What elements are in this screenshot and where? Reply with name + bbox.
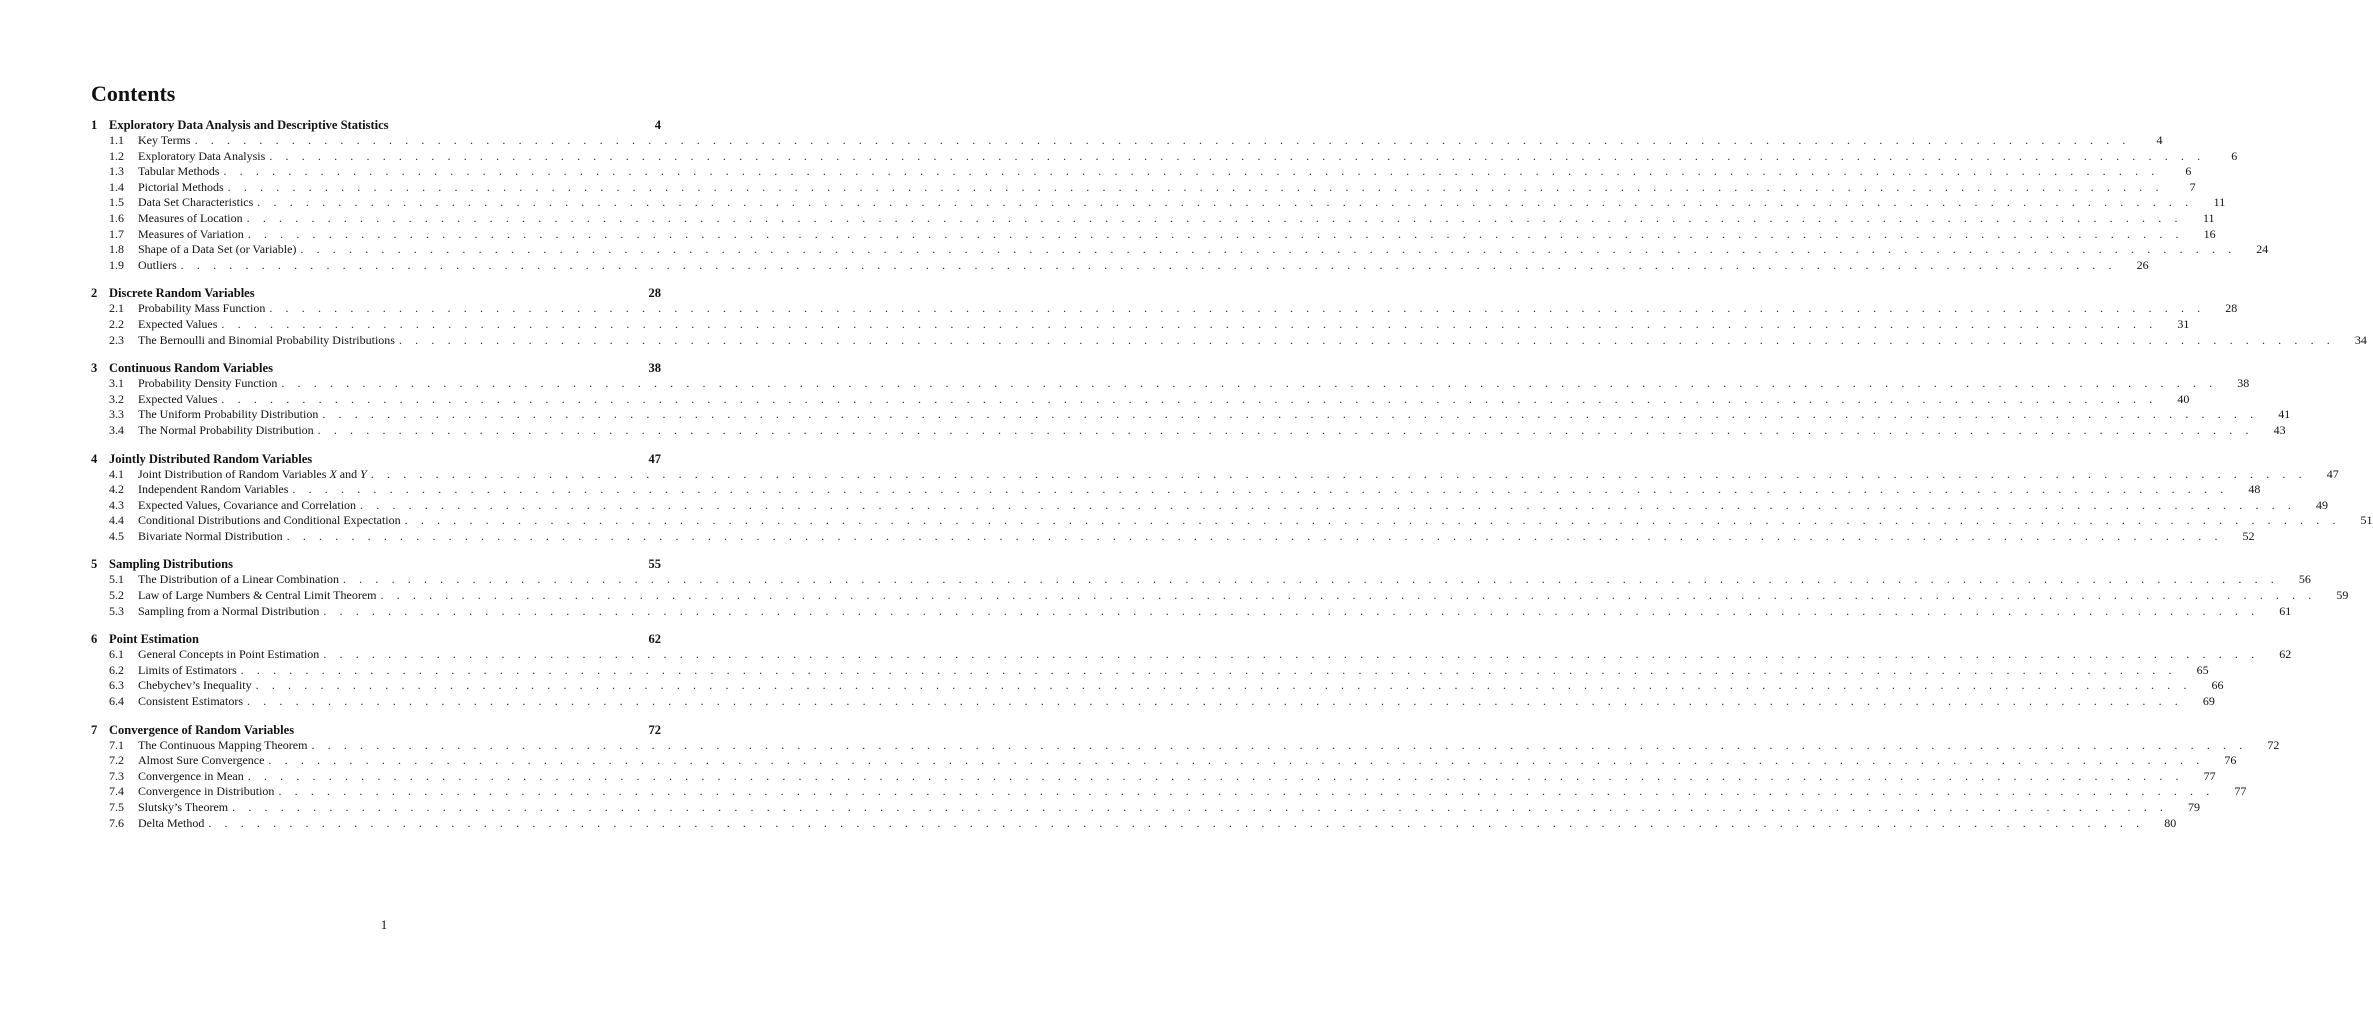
section-page-number: 77 [2203, 768, 2216, 783]
dot-leader: . . . . . . . . . . . . . . . . . . . . . . . . . . . . . . . . . . . . . . . . . . . . . . . . . . . . . . . . . . . . . . . . . . . . . . . . . . . . . . . . . . . . . . . . . . . . . . . . . . . . . . . . . . . . . . . . . . . . . . . . [223, 164, 2160, 179]
dot-leader: . . . . . . . . . . . . . . . . . . . . . . . . . . . . . . . . . . . . . . . . . . . . . . . . . . . . . . . . . . . . . . . . . . . . . . . . . . . . . . . . . . . . . . . . . . . . . . . . . . . . . . . . . . . . . . . . . . . . . . . . [380, 588, 2317, 603]
section-title: Sampling from a Normal Distribution [138, 603, 320, 618]
toc-section-entry[interactable] [91, 482, 2261, 498]
section-number: 3.4 [109, 422, 124, 437]
section-page-number: 34 [2354, 332, 2367, 347]
section-page-number: 51 [2360, 513, 2373, 528]
section-title: The Uniform Probability Distribution [138, 407, 319, 422]
section-number: 1.5 [109, 195, 124, 210]
toc-section-entry[interactable] [91, 662, 2209, 679]
section-number: 7.5 [109, 800, 124, 814]
dot-leader: . . . . . . . . . . . . . . . . . . . . . . . . . . . . . . . . . . . . . . . . . . . . . . . . . . . . . . . . . . . . . . . . . . . . . . . . . . . . . . . . . . . . . . . . . . . . . . . . . . . . . . . . . . . . . . . . . . . . . . . . [398, 332, 2335, 347]
chapter-number: 7 [91, 722, 98, 737]
dot-leader: . . . . . . . . . . . . . . . . . . . . . . . . . . . . . . . . . . . . . . . . . . . . . . . . . . . . . . . . . . . . . . . . . . . . . . . . . . . . . . . . . . . . . . . . . . . . . . . . . . . . . . . . . . . . . . . . . . . . . . . . [247, 226, 2184, 241]
chapter-title: Discrete Random Variables [109, 286, 255, 301]
section-number: 1.3 [109, 164, 124, 179]
toc-page [91, 81, 2373, 843]
section-title: Shape of a Data Set (or Variable) [138, 242, 297, 257]
section-number: 5.2 [109, 588, 124, 603]
section-title: Slutsky’s Theorem [138, 800, 229, 814]
toc-chapter [91, 556, 2349, 619]
section-title: Measures of Variation [138, 226, 244, 241]
section-page-number: 47 [2326, 466, 2339, 481]
section-page-number: 6 [2185, 164, 2192, 179]
section-page-number: 40 [2177, 391, 2190, 406]
toc-section-entry[interactable] [91, 164, 2192, 180]
toc-section-entry[interactable] [91, 528, 2255, 545]
toc-section-entry[interactable] [91, 407, 2291, 423]
toc-chapter-entry[interactable] [91, 285, 661, 301]
section-page-number: 11 [2202, 210, 2215, 225]
section-page-number: 72 [2267, 737, 2280, 752]
dot-leader: . . . . . . . . . . . . . . . . . . . . . . . . . . . . . . . . . . . . . . . . . . . . . . . . . . . . . . . . . . . . . . . . . . . . . . . . . . . . . . . . . . . . . . . . . . . . . . . . . . . . . . . . . . . . . . . . . . . . . . . . [221, 391, 2158, 406]
section-title: Outliers [138, 257, 177, 272]
section-title: Conditional Distributions and Conditional Expectation [138, 513, 401, 528]
chapter-page-number: 72 [648, 722, 661, 737]
toc-section-entry[interactable] [91, 332, 2367, 349]
section-number: 1.4 [109, 179, 124, 194]
section-number: 4.1 [109, 466, 124, 481]
chapter-page-number: 55 [648, 557, 661, 572]
section-number: 1.9 [109, 257, 124, 272]
section-number: 6.4 [109, 694, 124, 709]
dot-leader: . . . . . . . . . . . . . . . . . . . . . . . . . . . . . . . . . . . . . . . . . . . . . . . . . . . . . . . . . . . . . . . . . . . . . . . . . . . . . . . . . . . . . . . . . . . . . . . . . . . . . . . . . . . . . . . . . . . . . . . . [268, 753, 2205, 768]
dot-leader: . . . . . . . . . . . . . . . . . . . . . . . . . . . . . . . . . . . . . . . . . . . . . . . . . . . . . . . . . . . . . . . . . . . . . . . . . . . . . . . . . . . . . . . . . . . . . . . . . . . . . . . . . . . . . . . . . . . . . . . . [370, 466, 2307, 481]
section-number: 1.8 [109, 242, 124, 257]
toc-section-entry[interactable] [91, 588, 2349, 604]
section-title: The Distribution of a Linear Combination [138, 572, 339, 587]
section-page-number: 52 [2242, 528, 2255, 543]
chapter-page-number: 62 [648, 632, 661, 647]
section-number: 1.7 [109, 226, 124, 241]
chapter-page-number: 28 [648, 286, 661, 301]
toc-section-entry[interactable] [91, 497, 2328, 514]
section-page-number: 66 [2211, 678, 2224, 693]
table-of-contents [91, 117, 2373, 831]
chapter-number: 4 [91, 451, 98, 466]
chapter-title: Jointly Distributed Random Variables [109, 451, 313, 466]
section-title: Convergence in Distribution [138, 784, 275, 799]
toc-section-entry[interactable] [91, 301, 2238, 317]
section-number: 1.2 [109, 148, 124, 163]
section-page-number: 6 [2231, 148, 2238, 163]
section-page-number: 11 [2213, 195, 2226, 210]
section-title: Expected Values [138, 391, 218, 406]
chapter-title: Exploratory Data Analysis and Descriptive Statistics [109, 118, 389, 132]
section-title: The Continuous Mapping Theorem [138, 737, 308, 752]
section-page-number: 59 [2336, 588, 2349, 603]
dot-leader: . . . . . . . . . . . . . . . . . . . . . . . . . . . . . . . . . . . . . . . . . . . . . . . . . . . . . . . . . . . . . . . . . . . . . . . . . . . . . . . . . . . . . . . . . . . . . . . . . . . . . . . . . . . . . . . . . . . . . . . . [281, 376, 2218, 391]
section-number: 7.1 [109, 737, 124, 752]
chapter-page-number: 4 [654, 118, 661, 132]
section-title: Limits of Estimators [138, 662, 237, 677]
toc-section-entry[interactable] [91, 647, 2292, 663]
section-number: 3.1 [109, 376, 124, 391]
section-title: Chebychev’s Inequality [138, 678, 252, 693]
section-page-number: 76 [2224, 753, 2237, 768]
section-page-number: 24 [2256, 242, 2269, 257]
toc-section-entry[interactable] [91, 195, 2226, 211]
toc-section-entry[interactable] [91, 513, 2373, 529]
dot-leader: . . . . . . . . . . . . . . . . . . . . . . . . . . . . . . . . . . . . . . . . . . . . . . . . . . . . . . . . . . . . . . . . . . . . . . . . . . . . . . . . . . . . . . . . . . . . . . . . . . . . . . . . . . . . . . . . . . . . . . . . [269, 148, 2206, 163]
dot-leader: . . . . . . . . . . . . . . . . . . . . . . . . . . . . . . . . . . . . . . . . . . . . . . . . . . . . . . . . . . . . . . . . . . . . . . . . . . . . . . . . . . . . . . . . . . . . . . . . . . . . . . . . . . . . . . . . . . . . . . . . [300, 242, 2237, 257]
toc-section-entry[interactable] [91, 226, 2216, 243]
toc-section-entry[interactable] [91, 753, 2237, 769]
toc-section-entry[interactable] [91, 316, 2190, 333]
toc-chapter [91, 451, 2373, 545]
section-number: 4.3 [109, 497, 124, 512]
chapter-number: 6 [91, 632, 98, 647]
dot-leader: . . . . . . . . . . . . . . . . . . . . . . . . . . . . . . . . . . . . . . . . . . . . . . . . . . . . . . . . . . . . . . . . . . . . . . . . . . . . . . . . . . . . . . . . . . . . . . . . . . . . . . . . . . . . . . . . . . . . . . . . [246, 210, 2183, 225]
section-number: 2.3 [109, 332, 124, 347]
section-number: 3.2 [109, 391, 124, 406]
section-page-number: 56 [2298, 572, 2311, 587]
section-title: Key Terms [138, 133, 191, 147]
dot-leader: . . . . . . . . . . . . . . . . . . . . . . . . . . . . . . . . . . . . . . . . . . . . . . . . . . . . . . . . . . . . . . . . . . . . . . . . . . . . . . . . . . . . . . . . . . . . . . . . . . . . . . . . . . . . . . . . . . . . . . . . [221, 316, 2158, 331]
dot-leader: . . . . . . . . . . . . . . . . . . . . . . . . . . . . . . . . . . . . . . . . . . . . . . . . . . . . . . . . . . . . . . . . . . . . . . . . . . . . . . . . . . . . . . . . . . . . . . . . . . . . . . . . . . . . . . . . . . . . . . . . [404, 513, 2341, 528]
section-title: Measures of Location [138, 210, 243, 225]
page-title: Contents [91, 81, 176, 106]
toc-section-entry[interactable] [91, 815, 2177, 832]
section-title: Probability Mass Function [138, 301, 266, 316]
section-number: 6.3 [109, 678, 124, 693]
section-title: General Concepts in Point Estimation [138, 647, 320, 662]
section-page-number: 79 [2188, 800, 2201, 814]
dot-leader: . . . . . . . . . . . . . . . . . . . . . . . . . . . . . . . . . . . . . . . . . . . . . . . . . . . . . . . . . . . . . . . . . . . . . . . . . . . . . . . . . . . . . . . . . . . . . . . . . . . . . . . . . . . . . . . . . . . . . . . . [323, 603, 2260, 618]
dot-leader: . . . . . . . . . . . . . . . . . . . . . . . . . . . . . . . . . . . . . . . . . . . . . . . . . . . . . . . . . . . . . . . . . . . . . . . . . . . . . . . . . . . . . . . . . . . . . . . . . . . . . . . . . . . . . . . . . . . . . . . . [311, 737, 2248, 752]
section-number: 2.1 [109, 301, 124, 316]
section-page-number: 43 [2273, 422, 2286, 437]
section-number: 6.1 [109, 647, 124, 662]
section-page-number: 4 [2156, 133, 2163, 147]
chapter-number: 3 [91, 361, 98, 376]
toc-section-entry[interactable] [91, 678, 2224, 694]
toc-chapter [91, 722, 2280, 832]
dot-leader: . . . . . . . . . . . . . . . . . . . . . . . . . . . . . . . . . . . . . . . . . . . . . . . . . . . . . . . . . . . . . . . . . . . . . . . . . . . . . . . . . . . . . . . . . . . . . . . . . . . . . . . . . . . . . . . . . . . . . . . . [255, 678, 2192, 693]
section-title: The Normal Probability Distribution [138, 422, 314, 437]
toc-chapter-entry[interactable] [91, 631, 661, 647]
toc-section-entry[interactable] [91, 572, 2311, 588]
section-number: 6.2 [109, 662, 124, 677]
section-title: Delta Method [138, 815, 205, 830]
section-number: 3.3 [109, 407, 124, 422]
dot-leader: . . . . . . . . . . . . . . . . . . . . . . . . . . . . . . . . . . . . . . . . . . . . . . . . . . . . . . . . . . . . . . . . . . . . . . . . . . . . . . . . . . . . . . . . . . . . . . . . . . . . . . . . . . . . . . . . . . . . . . . . [208, 815, 2145, 830]
section-number: 2.2 [109, 316, 124, 331]
section-number: 7.4 [109, 784, 124, 799]
section-page-number: 77 [2234, 784, 2247, 799]
toc-section-entry[interactable] [91, 376, 2250, 392]
toc-chapter-entry[interactable] [91, 722, 661, 738]
dot-leader: . . . . . . . . . . . . . . . . . . . . . . . . . . . . . . . . . . . . . . . . . . . . . . . . . . . . . . . . . . . . . . . . . . . . . . . . . . . . . . . . . . . . . . . . . . . . . . . . . . . . . . . . . . . . . . . . . . . . . . . . [286, 528, 2223, 543]
section-page-number: 80 [2164, 815, 2177, 830]
dot-leader: . . . . . . . . . . . . . . . . . . . . . . . . . . . . . . . . . . . . . . . . . . . . . . . . . . . . . . . . . . . . . . . . . . . . . . . . . . . . . . . . . . . . . . . . . . . . . . . . . . . . . . . . . . . . . . . . . . . . . . . . [292, 482, 2229, 497]
dot-leader: . . . . . . . . . . . . . . . . . . . . . . . . . . . . . . . . . . . . . . . . . . . . . . . . . . . . . . . . . . . . . . . . . . . . . . . . . . . . . . . . . . . . . . . . . . . . . . . . . . . . . . . . . . . . . . . . . . . . . . . . [342, 572, 2279, 587]
section-number: 5.1 [109, 572, 124, 587]
dot-leader: . . . . . . . . . . . . . . . . . . . . . . . . . . . . . . . . . . . . . . . . . . . . . . . . . . . . . . . . . . . . . . . . . . . . . . . . . . . . . . . . . . . . . . . . . . . . . . . . . . . . . . . . . . . . . . . . . . . . . . . . [257, 195, 2194, 210]
section-page-number: 28 [2225, 301, 2238, 316]
toc-section-entry[interactable] [91, 800, 2201, 816]
section-page-number: 31 [2177, 316, 2190, 331]
section-page-number: 65 [2196, 662, 2209, 677]
toc-section-entry[interactable] [91, 179, 2196, 196]
section-title: Independent Random Variables [138, 482, 289, 497]
toc-section-entry[interactable] [91, 422, 2286, 439]
section-page-number: 26 [2136, 257, 2149, 272]
section-number: 4.4 [109, 513, 124, 528]
chapter-number: 1 [91, 118, 98, 132]
toc-chapter-entry[interactable] [91, 451, 661, 467]
section-title: Data Set Characteristics [138, 195, 254, 210]
toc-section-entry[interactable] [91, 768, 2216, 785]
chapter-page-number: 47 [648, 451, 661, 466]
section-title: Probability Density Function [138, 376, 278, 391]
section-title: Exploratory Data Analysis [138, 148, 266, 163]
section-title: Pictorial Methods [138, 179, 224, 194]
section-page-number: 62 [2279, 647, 2292, 662]
section-title: Joint Distribution of Random Variables X and Y [138, 466, 367, 481]
dot-leader: . . . . . . . . . . . . . . . . . . . . . . . . . . . . . . . . . . . . . . . . . . . . . . . . . . . . . . . . . . . . . . . . . . . . . . . . . . . . . . . . . . . . . . . . . . . . . . . . . . . . . . . . . . . . . . . . . . . . . . . . [247, 768, 2184, 783]
dot-leader: . . . . . . . . . . . . . . . . . . . . . . . . . . . . . . . . . . . . . . . . . . . . . . . . . . . . . . . . . . . . . . . . . . . . . . . . . . . . . . . . . . . . . . . . . . . . . . . . . . . . . . . . . . . . . . . . . . . . . . . . [180, 257, 2117, 272]
toc-chapter [91, 285, 2367, 348]
dot-leader: . . . . . . . . . . . . . . . . . . . . . . . . . . . . . . . . . . . . . . . . . . . . . . . . . . . . . . . . . . . . . . . . . . . . . . . . . . . . . . . . . . . . . . . . . . . . . . . . . . . . . . . . . . . . . . . . . . . . . . . . [240, 662, 2177, 677]
section-title: Expected Values, Covariance and Correlation [138, 497, 357, 512]
chapter-number: 5 [91, 557, 98, 572]
toc-chapter-entry[interactable] [91, 360, 661, 376]
chapter-title: Point Estimation [109, 632, 199, 647]
toc-chapter-entry[interactable] [91, 117, 661, 133]
dot-leader: . . . . . . . . . . . . . . . . . . . . . . . . . . . . . . . . . . . . . . . . . . . . . . . . . . . . . . . . . . . . . . . . . . . . . . . . . . . . . . . . . . . . . . . . . . . . . . . . . . . . . . . . . . . . . . . . . . . . . . . . [269, 301, 2206, 316]
section-number: 4.2 [109, 482, 124, 497]
section-page-number: 41 [2278, 407, 2291, 422]
section-title: Convergence in Mean [138, 768, 244, 783]
toc-section-entry[interactable] [91, 694, 2215, 710]
section-number: 4.5 [109, 528, 124, 543]
toc-chapter [91, 117, 2269, 273]
toc-section-entry[interactable] [91, 784, 2247, 800]
dot-leader: . . . . . . . . . . . . . . . . . . . . . . . . . . . . . . . . . . . . . . . . . . . . . . . . . . . . . . . . . . . . . . . . . . . . . . . . . . . . . . . . . . . . . . . . . . . . . . . . . . . . . . . . . . . . . . . . . . . . . . . . [317, 422, 2254, 437]
dot-leader: . . . . . . . . . . . . . . . . . . . . . . . . . . . . . . . . . . . . . . . . . . . . . . . . . . . . . . . . . . . . . . . . . . . . . . . . . . . . . . . . . . . . . . . . . . . . . . . . . . . . . . . . . . . . . . . . . . . . . . . . [194, 133, 2131, 147]
section-number: 1.6 [109, 210, 124, 225]
dot-leader: . . . . . . . . . . . . . . . . . . . . . . . . . . . . . . . . . . . . . . . . . . . . . . . . . . . . . . . . . . . . . . . . . . . . . . . . . . . . . . . . . . . . . . . . . . . . . . . . . . . . . . . . . . . . . . . . . . . . . . . . [227, 179, 2164, 194]
chapter-number: 2 [91, 286, 98, 301]
section-title: The Bernoulli and Binomial Probability Distributions [138, 332, 395, 347]
section-number: 5.3 [109, 603, 124, 618]
toc-section-entry[interactable] [91, 242, 2269, 258]
section-page-number: 16 [2203, 226, 2216, 241]
toc-section-entry[interactable] [91, 148, 2238, 165]
section-title: Consistent Estimators [138, 694, 243, 709]
section-number: 7.2 [109, 753, 124, 768]
section-title: Bivariate Normal Distribution [138, 528, 283, 543]
dot-leader: . . . . . . . . . . . . . . . . . . . . . . . . . . . . . . . . . . . . . . . . . . . . . . . . . . . . . . . . . . . . . . . . . . . . . . . . . . . . . . . . . . . . . . . . . . . . . . . . . . . . . . . . . . . . . . . . . . . . . . . . [232, 800, 2169, 814]
section-title: Almost Sure Convergence [138, 753, 265, 768]
dot-leader: . . . . . . . . . . . . . . . . . . . . . . . . . . . . . . . . . . . . . . . . . . . . . . . . . . . . . . . . . . . . . . . . . . . . . . . . . . . . . . . . . . . . . . . . . . . . . . . . . . . . . . . . . . . . . . . . . . . . . . . . [247, 694, 2183, 709]
dot-leader: . . . . . . . . . . . . . . . . . . . . . . . . . . . . . . . . . . . . . . . . . . . . . . . . . . . . . . . . . . . . . . . . . . . . . . . . . . . . . . . . . . . . . . . . . . . . . . . . . . . . . . . . . . . . . . . . . . . . . . . . [322, 407, 2259, 422]
section-page-number: 49 [2315, 497, 2328, 512]
toc-chapter [91, 631, 2292, 709]
toc-section-entry[interactable] [91, 133, 2163, 149]
section-page-number: 48 [2248, 482, 2261, 497]
section-page-number: 38 [2237, 376, 2250, 391]
page-number: 1 [380, 917, 388, 932]
toc-section-entry[interactable] [91, 210, 2215, 227]
section-page-number: 7 [2189, 179, 2196, 194]
toc-section-entry[interactable] [91, 603, 2292, 620]
section-title: Expected Values [138, 316, 218, 331]
toc-section-entry[interactable] [91, 257, 2149, 274]
section-page-number: 61 [2279, 603, 2292, 618]
chapter-title: Sampling Distributions [109, 557, 233, 572]
toc-chapter-entry[interactable] [91, 556, 661, 572]
section-number: 7.3 [109, 768, 124, 783]
section-title: Law of Large Numbers & Central Limit Theorem [138, 588, 377, 603]
section-number: 7.6 [109, 815, 124, 830]
section-number: 1.1 [109, 133, 124, 147]
chapter-title: Convergence of Random Variables [109, 722, 295, 737]
dot-leader: . . . . . . . . . . . . . . . . . . . . . . . . . . . . . . . . . . . . . . . . . . . . . . . . . . . . . . . . . . . . . . . . . . . . . . . . . . . . . . . . . . . . . . . . . . . . . . . . . . . . . . . . . . . . . . . . . . . . . . . . [323, 647, 2260, 662]
dot-leader: . . . . . . . . . . . . . . . . . . . . . . . . . . . . . . . . . . . . . . . . . . . . . . . . . . . . . . . . . . . . . . . . . . . . . . . . . . . . . . . . . . . . . . . . . . . . . . . . . . . . . . . . . . . . . . . . . . . . . . . . [360, 497, 2296, 512]
section-page-number: 69 [2202, 694, 2215, 709]
toc-section-entry[interactable] [91, 737, 2280, 754]
toc-section-entry[interactable] [91, 466, 2339, 483]
chapter-page-number: 38 [648, 361, 661, 376]
dot-leader: . . . . . . . . . . . . . . . . . . . . . . . . . . . . . . . . . . . . . . . . . . . . . . . . . . . . . . . . . . . . . . . . . . . . . . . . . . . . . . . . . . . . . . . . . . . . . . . . . . . . . . . . . . . . . . . . . . . . . . . . [278, 784, 2215, 799]
chapter-title: Continuous Random Variables [109, 361, 273, 376]
section-title: Tabular Methods [138, 164, 220, 179]
toc-chapter [91, 360, 2291, 438]
toc-section-entry[interactable] [91, 391, 2190, 408]
